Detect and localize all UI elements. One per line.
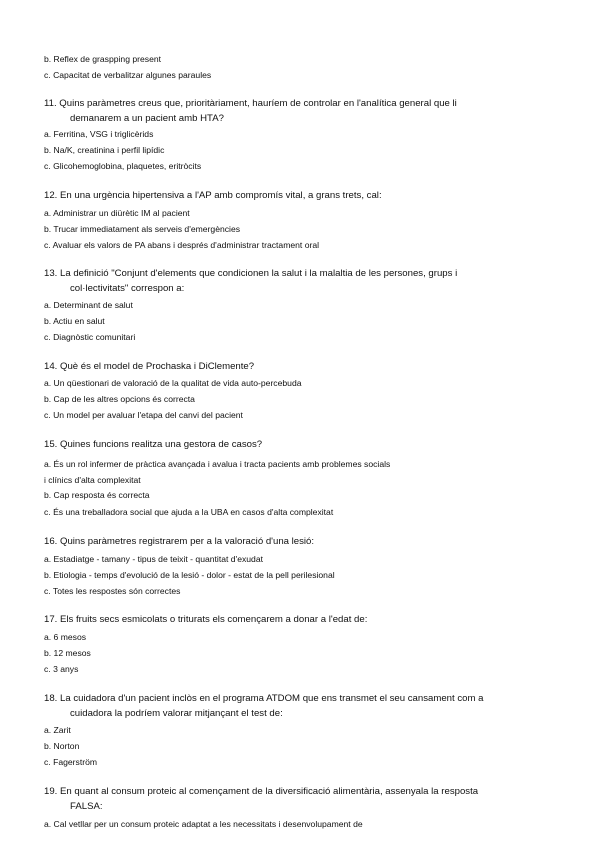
answer-option: c. Glicohemoglobina, plaquetes, eritròcits <box>44 161 202 171</box>
answer-option: c. Totes les respostes són correctes <box>44 586 181 596</box>
question-text: 15. Quines funcions realitza una gestora de casos? <box>44 439 263 450</box>
answer-option: c. Diagnòstic comunitari <box>44 332 136 342</box>
answer-option: b. Etiologia - temps d'evolució de la lesió - dolor - estat de la pell perilesional <box>44 570 335 580</box>
question-text-continued: col·lectivitats" correspon a: <box>70 283 185 294</box>
answer-option: a. Administrar un diürètic IM al pacient <box>44 208 190 218</box>
question-text-continued: FALSA: <box>70 801 103 812</box>
answer-option: a. 6 mesos <box>44 632 87 642</box>
answer-option: b. Actiu en salut <box>44 316 105 326</box>
answer-option: a. És un rol infermer de pràctica avançada i avalua i tracta pacients amb problemes socials <box>44 459 391 469</box>
question-text: 12. En una urgència hipertensiva a l'AP amb compromís vital, a grans trets, cal: <box>44 190 382 201</box>
question-text: 16. Quins paràmetres registrarem per a la valoració d'una lesió: <box>44 536 315 547</box>
answer-option: b. Cap de les altres opcions és correcta <box>44 394 195 404</box>
answer-option: a. Ferritina, VSG i triglicèrids <box>44 129 154 139</box>
question-text: 18. La cuidadora d'un pacient inclòs en el programa ATDOM que ens transmet el seu cansament com a <box>44 693 484 704</box>
answer-option: b. Trucar immediatament als serveis d'emergències <box>44 224 241 234</box>
question-text: 19. En quant al consum proteic al començament de la diversificació alimentària, assenyala la resposta <box>44 786 479 797</box>
question-text-continued: demanarem a un pacient amb HTA? <box>70 113 224 124</box>
answer-option: b. Norton <box>44 741 80 751</box>
answer-option: b. Reflex de graspping present <box>44 54 162 64</box>
answer-option: c. És una treballadora social que ajuda a la UBA en casos d'alta complexitat <box>44 507 334 517</box>
question-text: 11. Quins paràmetres creus que, prioritàriament, hauríem de controlar en l'analítica general que li <box>44 98 457 109</box>
answer-option: a. Determinant de salut <box>44 300 133 310</box>
answer-option: i clínics d'alta complexitat <box>44 475 141 485</box>
question-text: 14. Què és el model de Prochaska i DiClemente? <box>44 361 255 372</box>
answer-option: a. Zarit <box>44 725 71 735</box>
answer-option: c. Un model per avaluar l'etapa del canvi del pacient <box>44 410 243 420</box>
answer-option: c. Fagerström <box>44 757 98 767</box>
question-text-continued: cuidadora la podríem valorar mitjançant el test de: <box>70 708 283 719</box>
answer-option: c. 3 anys <box>44 664 79 674</box>
answer-option: a. Estadiatge - tamany - tipus de teixit - quantitat d'exudat <box>44 554 263 564</box>
question-text: 13. La definició "Conjunt d'elements que condicionen la salut i la malaltia de les persones, grups i <box>44 268 458 279</box>
answer-option: a. Un qüestionari de valoració de la qualitat de vida auto-percebuda <box>44 378 302 388</box>
answer-option: c. Capacitat de verbalitzar algunes paraules <box>44 70 212 80</box>
answer-option: a. Cal vetllar per un consum proteic adaptat a les necessitats i desenvolupament de <box>44 819 363 829</box>
answer-option: c. Avaluar els valors de PA abans i després d'administrar tractament oral <box>44 240 320 250</box>
answer-option: b. Na/K, creatinina i perfil lipídic <box>44 145 165 155</box>
answer-option: b. Cap resposta és correcta <box>44 490 150 500</box>
question-text: 17. Els fruits secs esmicolats o triturats els començarem a donar a l'edat de: <box>44 614 368 625</box>
answer-option: b. 12 mesos <box>44 648 91 658</box>
